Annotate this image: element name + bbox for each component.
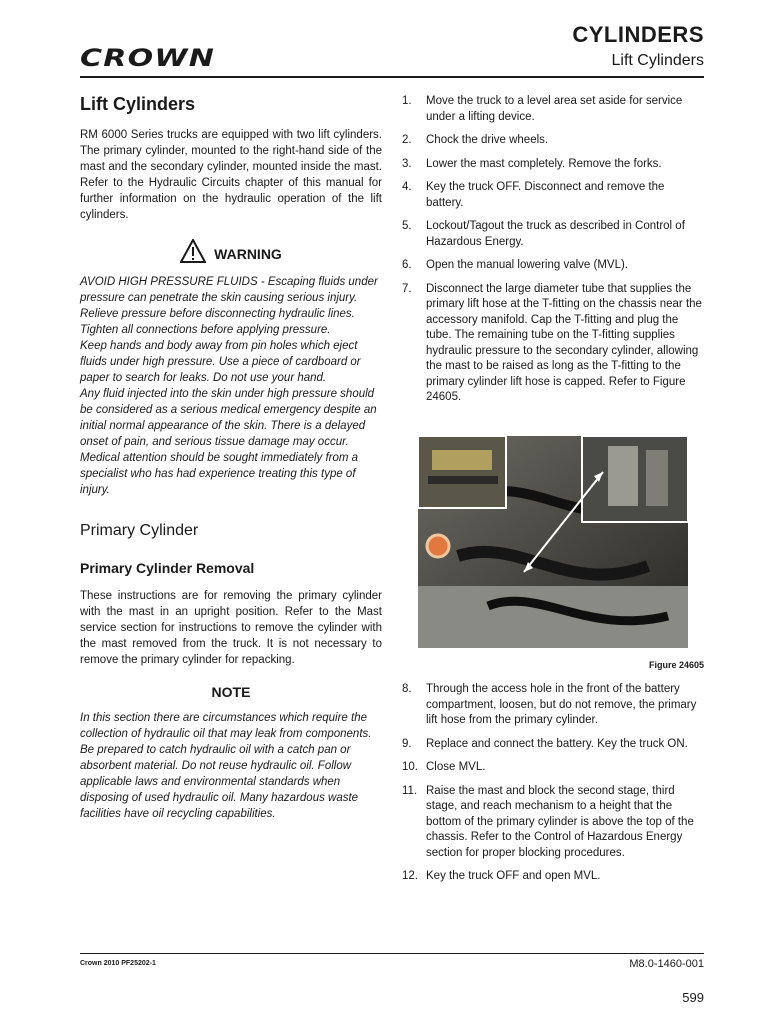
section-title: Lift Cylinders — [611, 52, 704, 69]
right-column-steps-1-7 — [402, 94, 704, 414]
step-text: Replace and connect the battery. Key the truck ON. — [426, 737, 688, 750]
step-number: 5. — [402, 220, 412, 232]
primary-cylinder-removal-heading: Primary Cylinder Removal — [80, 560, 255, 576]
step-text: Through the access hole in the front of the battery compartment, loosen, but do not remove, the primary lift hose from the primary cylinder. — [426, 683, 697, 726]
removal-paragraph: These instructions are for removing the primary cylinder with the mast in an upright position. Refer to the Mast service section for instructions to remove the cylinder with the mast removed from the truck. It is not necessary to remove the primary cylinder for repacking. — [80, 590, 382, 666]
procedure-step — [402, 258, 704, 274]
footer-copyright: Crown 2010 PF25202-1 — [80, 960, 156, 967]
procedure-steps — [402, 94, 704, 406]
page-number: 599 — [682, 990, 704, 1005]
figure-caption: Figure 24605 — [648, 660, 704, 670]
warning-line: Any fluid injected into the skin under high pressure should be considered as a serious medical emergency despite an initial normal appearance of the skin. There is a delayed onset of pain, and serious tissue damage may occur. Medical attention should be sought immediately from a specialist who has had experience treating this type of injury. — [80, 388, 377, 496]
step-text: Close MVL. — [426, 761, 486, 773]
procedure-step — [402, 94, 704, 125]
step-text: Key the truck OFF. Disconnect and remove the battery. — [426, 181, 665, 209]
step-text: Chock the drive wheels. — [426, 134, 549, 146]
warning-header — [80, 239, 382, 268]
step-number: 9. — [402, 737, 412, 750]
primary-cylinder-heading: Primary Cylinder — [80, 522, 199, 539]
step-text: Disconnect the large diameter tube that supplies the primary lift hose at the T-fitting on the chassis near the accessory manifold. Cap the T-fitting and plug the tube. The remaining tube on the T-fitting supplies hydraulic pressure to the secondary cylinder, allowing the mast to be raised as long as the T-fitting to the primary cylinder lift hose is capped. Refer to Figure 24605. — [426, 282, 702, 403]
note-title: NOTE — [211, 684, 251, 700]
right-column-steps-8-12 — [402, 682, 704, 893]
step-text: Raise the mast and block the second stage, third stage, and reach mechanism to a height that the bottom of the primary cylinder is above the top of the chassis. Refer to the Control of Hazardous Energy section for proper blocking procedures. — [426, 784, 694, 859]
step-text: Lower the mast completely. Remove the forks. — [426, 157, 662, 170]
procedure-step — [402, 180, 704, 211]
step-number: 8. — [402, 683, 412, 695]
note-text: In this section there are circumstances which require the collection of hydraulic oil that may leak from components. Be prepared to catch hydraulic oil with a catch pan or absorbent material. Do not reuse hydraulic oil. Follow applicable laws and environmental standards when disposing of used hydraulic oil. Many hazardous waste facilities have oil recycling capabilities. — [80, 712, 372, 820]
warning-text — [80, 274, 382, 498]
lift-cylinders-heading: Lift Cylinders — [80, 94, 196, 114]
step-number: 2. — [402, 134, 412, 146]
header-rule — [80, 76, 704, 78]
crown-logo: CROWN — [80, 44, 216, 72]
step-number: 10. — [402, 761, 418, 773]
procedure-step — [402, 282, 704, 406]
step-number: 12. — [402, 870, 418, 882]
procedure-step — [402, 219, 704, 250]
warning-line: AVOID HIGH PRESSURE FLUIDS - Escaping fluids under pressure can penetrate the skin causing serious injury. Relieve pressure before disconnecting hydraulic lines. Tighten all connections before applying pressure. — [80, 276, 378, 336]
footer-rule — [80, 953, 704, 954]
footer-doc-id: M8.0-1460-001 — [629, 958, 704, 970]
step-text: Move the truck to a level area set aside for service under a lifting device. — [426, 95, 683, 123]
step-number: 7. — [402, 282, 412, 295]
figure-24605-photo — [418, 436, 688, 648]
step-text: Key the truck OFF and open MVL. — [426, 870, 601, 882]
warning-line: Keep hands and body away from pin holes which eject fluids under high pressure. Use a piece of cardboard or paper to search for leaks. Do not use your hand. — [80, 340, 361, 384]
intro-paragraph: RM 6000 Series trucks are equipped with two lift cylinders. The primary cylinder, mounted to the right-hand side of the mast and the secondary cylinder, mounted inside the mast. Refer to the Hydraulic Circuits chapter of this manual for further information on the hydraulic operation of the lift cylinders. — [80, 129, 382, 221]
step-text: Lockout/Tagout the truck as described in Control of Hazardous Energy. — [426, 220, 685, 248]
procedure-step — [402, 157, 704, 173]
step-number: 3. — [402, 157, 412, 170]
warning-triangle-icon — [180, 239, 206, 268]
procedure-step — [402, 760, 704, 776]
procedure-step — [402, 133, 704, 149]
step-number: 4. — [402, 181, 412, 193]
step-text: Open the manual lowering valve (MVL). — [426, 259, 628, 271]
procedure-step — [402, 784, 704, 862]
chapter-title: CYLINDERS — [572, 22, 704, 47]
warning-title: WARNING — [214, 245, 282, 262]
procedure-step — [402, 682, 704, 729]
procedure-steps-continued — [402, 682, 704, 885]
procedure-step — [402, 737, 704, 753]
step-number: 1. — [402, 95, 412, 107]
procedure-step — [402, 869, 704, 885]
step-number: 6. — [402, 259, 412, 271]
step-number: 11. — [402, 784, 418, 797]
left-column — [80, 94, 382, 822]
